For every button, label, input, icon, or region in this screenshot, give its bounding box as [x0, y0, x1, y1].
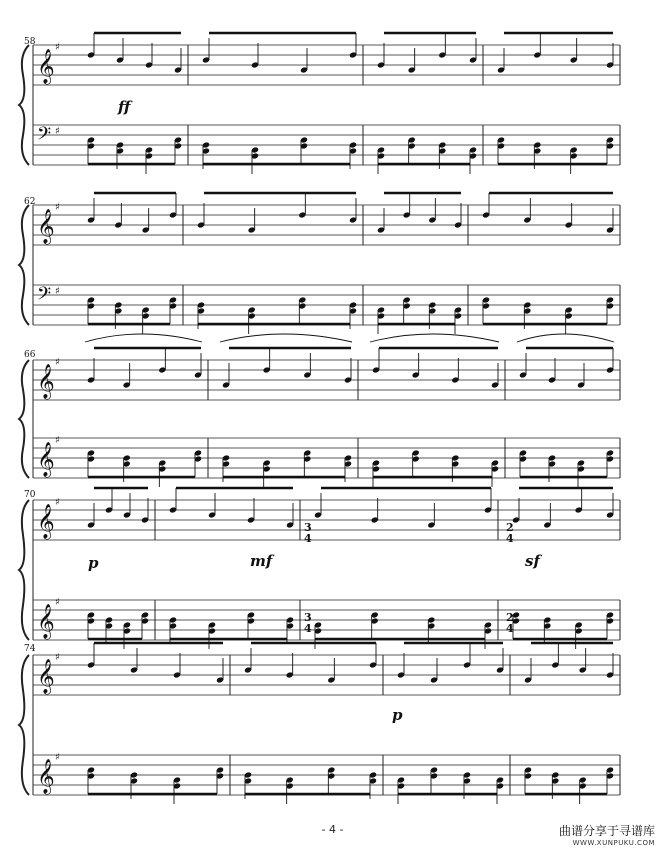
- page-number: - 4 -: [321, 823, 344, 836]
- sharp-icon: ♯: [55, 597, 60, 608]
- treble-clef-icon: 𝄞: [37, 49, 55, 84]
- slur: [517, 334, 614, 342]
- sharp-icon: ♯: [55, 752, 60, 763]
- time-signature-top-2-lh: 2: [506, 611, 514, 624]
- piano-brace-icon: [19, 205, 29, 325]
- watermark-url: WWW.XUNPUKU.COM: [572, 839, 655, 847]
- time-signature-bottom-2-lh: 4: [506, 622, 514, 635]
- sharp-icon: ♯: [55, 652, 60, 663]
- sharp-icon: ♯: [55, 435, 60, 446]
- treble-clef-icon: 𝄞: [37, 504, 55, 539]
- piano-brace-icon: [19, 360, 29, 478]
- sharp-icon: ♯: [55, 126, 60, 137]
- watermark-title: 曲谱分享于寻谱库: [558, 824, 655, 838]
- time-signature-top-lh: 3: [304, 611, 312, 624]
- dynamic-p: p: [88, 554, 99, 572]
- slur: [85, 334, 202, 342]
- slur: [220, 334, 352, 342]
- treble-clef-icon: 𝄞: [37, 604, 55, 639]
- treble-clef-icon: 𝄞: [37, 659, 55, 694]
- treble-clef-icon: 𝄞: [37, 759, 55, 794]
- treble-clef-icon: 𝄞: [37, 364, 55, 399]
- treble-clef-icon: 𝄞: [37, 209, 55, 244]
- measure-number-70: 70: [24, 490, 36, 500]
- measure-number-62: 62: [24, 197, 36, 207]
- watermark: [559, 822, 655, 847]
- time-signature-bottom: 4: [304, 532, 312, 545]
- dynamic-mf: mf: [250, 552, 273, 570]
- dynamic-p-74: p: [392, 706, 403, 724]
- sharp-icon: ♯: [55, 497, 60, 508]
- piano-brace-icon: [19, 655, 29, 795]
- bass-clef-icon: 𝄢: [37, 284, 52, 309]
- piano-brace-icon: [19, 45, 29, 165]
- slur: [370, 334, 499, 342]
- sharp-icon: ♯: [55, 42, 60, 53]
- sharp-icon: ♯: [55, 357, 60, 368]
- treble-clef-icon: 𝄞: [37, 442, 55, 477]
- time-signature-top-2: 2: [506, 521, 514, 534]
- time-signature-bottom-lh: 4: [304, 622, 312, 635]
- dynamic-ff: ff: [118, 98, 131, 116]
- time-signature-top: 3: [304, 521, 312, 534]
- dynamic-sf: sf: [525, 552, 540, 570]
- measure-number-58: 58: [24, 37, 36, 47]
- bass-clef-icon: 𝄢: [37, 124, 52, 149]
- sharp-icon: ♯: [55, 202, 60, 213]
- measure-number-74: 74: [24, 644, 36, 654]
- measure-number-66: 66: [24, 350, 36, 360]
- sharp-icon: ♯: [55, 286, 60, 297]
- piano-brace-icon: [19, 500, 29, 640]
- systems-layer: [19, 33, 620, 804]
- time-signature-bottom-2: 4: [506, 532, 514, 545]
